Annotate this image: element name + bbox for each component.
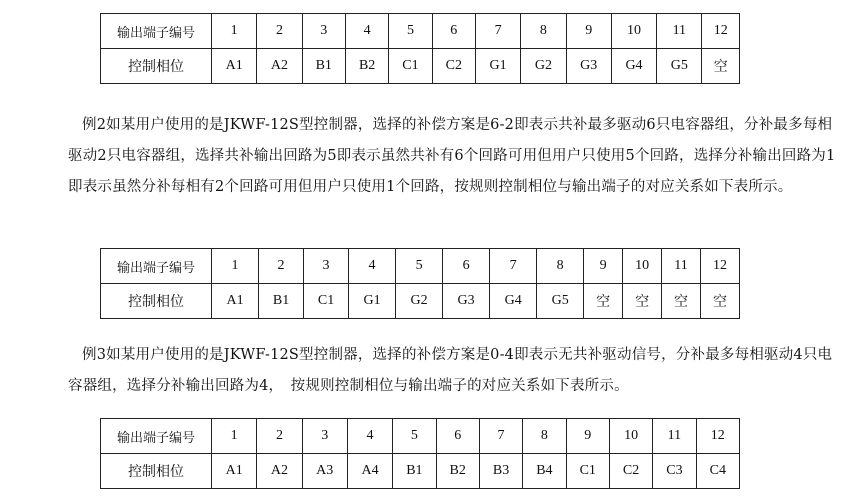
terminal-cell: 3 bbox=[304, 249, 349, 284]
phase-cell: G2 bbox=[521, 49, 566, 84]
phase-cell: 空 bbox=[662, 284, 701, 319]
terminal-cell: 11 bbox=[657, 14, 702, 49]
terminal-cell: 9 bbox=[584, 249, 623, 284]
phase-cell: 空 bbox=[623, 284, 662, 319]
terminal-cell: 10 bbox=[609, 419, 652, 454]
phase-cell: C1 bbox=[389, 49, 432, 84]
terminal-cell: 2 bbox=[257, 14, 302, 49]
phase-cell: B1 bbox=[259, 284, 304, 319]
terminal-phase-table-3 bbox=[100, 418, 740, 489]
terminal-cell: 5 bbox=[396, 249, 443, 284]
terminal-header-label: 输出端子编号 bbox=[101, 419, 212, 454]
phase-cell: B2 bbox=[436, 454, 479, 489]
phase-cell: C3 bbox=[653, 454, 696, 489]
phase-cell: A2 bbox=[257, 454, 302, 489]
terminal-cell: 5 bbox=[393, 419, 436, 454]
phase-cell: A1 bbox=[212, 49, 257, 84]
phase-cell: C1 bbox=[566, 454, 609, 489]
phase-cell: B2 bbox=[345, 49, 388, 84]
phase-cell: C4 bbox=[696, 454, 739, 489]
phase-cell: G1 bbox=[349, 284, 396, 319]
phase-row-label: 控制相位 bbox=[101, 284, 212, 319]
terminal-cell: 11 bbox=[653, 419, 696, 454]
phase-cell: C2 bbox=[432, 49, 475, 84]
terminal-cell: 4 bbox=[349, 249, 396, 284]
terminal-cell: 8 bbox=[523, 419, 566, 454]
terminal-cell: 8 bbox=[521, 14, 566, 49]
phase-cell: 空 bbox=[700, 284, 739, 319]
phase-cell: G1 bbox=[475, 49, 520, 84]
phase-cell: A1 bbox=[212, 454, 257, 489]
phase-cell: C2 bbox=[609, 454, 652, 489]
phase-cell: B3 bbox=[479, 454, 522, 489]
terminal-cell: 8 bbox=[537, 249, 584, 284]
terminal-cell: 9 bbox=[566, 419, 609, 454]
terminal-cell: 2 bbox=[257, 419, 302, 454]
phase-cell: A2 bbox=[257, 49, 302, 84]
terminal-cell: 7 bbox=[490, 249, 537, 284]
phase-cell: A3 bbox=[302, 454, 347, 489]
example-2-paragraph: 例2如某用户使用的是JKWF-12S型控制器，选择的补偿方案是6-2即表示共补最多驱动6只电容器组，分补最多每相驱动2只电容器组，选择共补输出回路为5即表示虽然共补有6个回路可用但用户只使用5个回路，选择分补输出回路为1即表示虽然分补每相有2个回路可用但用户只使用1个回路，按规则控制相位与输出端子的对应关系如下表所示。 bbox=[68, 117, 836, 195]
terminal-row bbox=[101, 419, 740, 454]
terminal-cell: 1 bbox=[212, 249, 259, 284]
phase-row bbox=[101, 284, 740, 319]
terminal-phase-table-1 bbox=[100, 13, 740, 84]
terminal-cell: 4 bbox=[345, 14, 388, 49]
terminal-cell: 3 bbox=[302, 419, 347, 454]
terminal-cell: 1 bbox=[212, 419, 257, 454]
terminal-header-label: 输出端子编号 bbox=[101, 14, 212, 49]
phase-cell: G4 bbox=[490, 284, 537, 319]
phase-cell: B1 bbox=[393, 454, 436, 489]
terminal-cell: 7 bbox=[479, 419, 522, 454]
terminal-phase-table-2 bbox=[100, 248, 740, 319]
terminal-header-label: 输出端子编号 bbox=[101, 249, 212, 284]
phase-cell: G5 bbox=[537, 284, 584, 319]
terminal-cell: 12 bbox=[702, 14, 740, 49]
terminal-cell: 10 bbox=[611, 14, 656, 49]
phase-cell: C1 bbox=[304, 284, 349, 319]
terminal-cell: 10 bbox=[623, 249, 662, 284]
phase-cell: G5 bbox=[657, 49, 702, 84]
phase-cell: 空 bbox=[702, 49, 740, 84]
phase-cell: G3 bbox=[566, 49, 611, 84]
terminal-cell: 6 bbox=[443, 249, 490, 284]
terminal-cell: 1 bbox=[212, 14, 257, 49]
terminal-cell: 9 bbox=[566, 14, 611, 49]
phase-cell: A4 bbox=[347, 454, 392, 489]
terminal-cell: 5 bbox=[389, 14, 432, 49]
terminal-cell: 4 bbox=[347, 419, 392, 454]
phase-row bbox=[101, 454, 740, 489]
terminal-row bbox=[101, 14, 740, 49]
terminal-cell: 6 bbox=[432, 14, 475, 49]
phase-cell: B4 bbox=[523, 454, 566, 489]
phase-cell: G2 bbox=[396, 284, 443, 319]
phase-cell: A1 bbox=[212, 284, 259, 319]
example-3-paragraph: 例3如某用户使用的是JKWF-12S型控制器，选择的补偿方案是0-4即表示无共补驱动信号，分补最多每相驱动4只电容器组，选择分补输出回路为4， 按规则控制相位与输出端子的对应关系如下表所示。 bbox=[68, 347, 833, 394]
phase-cell: G4 bbox=[611, 49, 656, 84]
terminal-cell: 7 bbox=[475, 14, 520, 49]
terminal-row bbox=[101, 249, 740, 284]
phase-row bbox=[101, 49, 740, 84]
phase-cell: 空 bbox=[584, 284, 623, 319]
terminal-cell: 12 bbox=[700, 249, 739, 284]
phase-cell: G3 bbox=[443, 284, 490, 319]
terminal-cell: 6 bbox=[436, 419, 479, 454]
phase-row-label: 控制相位 bbox=[101, 454, 212, 489]
terminal-cell: 3 bbox=[302, 14, 345, 49]
phase-cell: B1 bbox=[302, 49, 345, 84]
terminal-cell: 11 bbox=[662, 249, 701, 284]
terminal-cell: 12 bbox=[696, 419, 739, 454]
terminal-cell: 2 bbox=[259, 249, 304, 284]
phase-row-label: 控制相位 bbox=[101, 49, 212, 84]
